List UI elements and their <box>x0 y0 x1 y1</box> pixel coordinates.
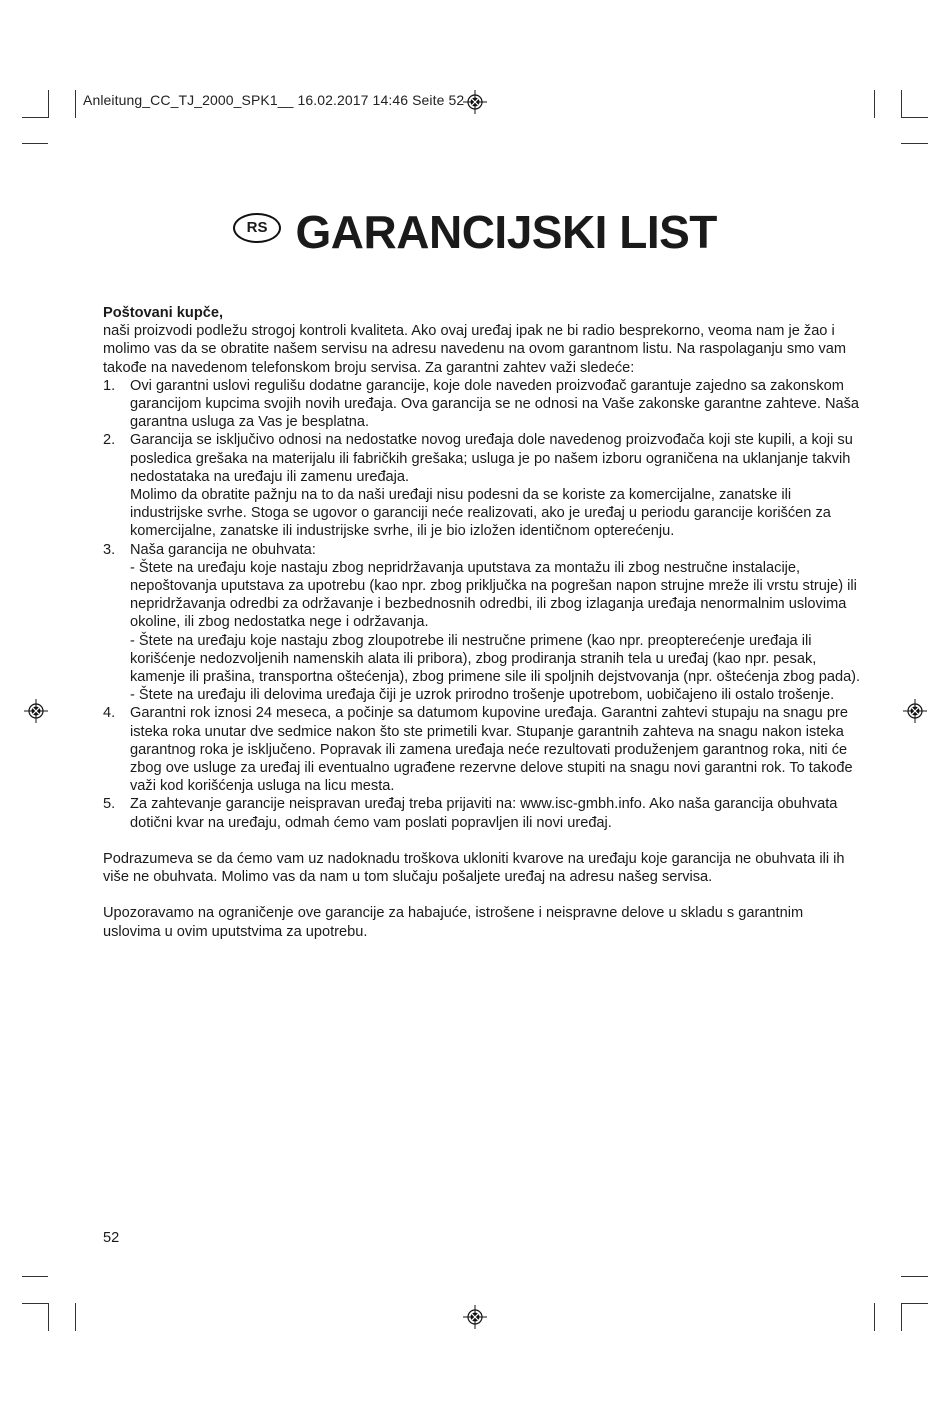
crop-mark <box>48 1303 49 1331</box>
country-badge: RS <box>233 213 281 243</box>
page-number: 52 <box>103 1230 120 1246</box>
crop-mark <box>874 1303 875 1331</box>
list-text-extra: Molimo da obratite pažnju na to da naši uređaji nisu podesni da se koriste za komercijalne, zanatske ili industrijske svrhe. Stoga se ugovor o garanciji neće realizovati, ako je uređaj u periodu garancije korišćen za komercijalne, zanatske ili industrijske svrhe, ili je bio izložen identičnom opterećenju. <box>130 487 831 540</box>
list-text: Garantni rok iznosi 24 meseca, a počinje sa datumom kupovine uređaja. Garantni zahtevi stupaju na snagu pre isteka roka unutar dve sedmice nakon što ste primetili kvar. Stupanje garantnih zahteva na snagu nakon isteka garantnog roka je isključeno. Popravak ili zamena uređaja neće rezultovati produženjem garantnog roka, niti će zbog ove usluge za uređaj ili eventualno ugrađene rezervne delove stupiti na snagu novi garantni rok. To takođe važi kod korišćenja usluga na licu mesta. <box>130 705 853 795</box>
crop-mark <box>75 1303 76 1331</box>
crop-mark <box>901 1276 928 1277</box>
crop-mark <box>901 1303 902 1331</box>
list-item <box>103 431 863 540</box>
print-slug: Anleitung_CC_TJ_2000_SPK1__ 16.02.2017 14:46 Seite 52 <box>83 92 465 108</box>
exclusion-item: - Štete na uređaju koje nastaju zbog nepridržavanja uputstava za montažu ili zbog nestručne instalacije, nepoštovanja uputstava za upotrebu (kao npr. zbog priključka na pogrešan napon strujne mreže ili vrstu struje) ili nepridržavanja odredbi za održavanje i bezbednosnih odredbi, ili zbog izlaganja uređaja nenormalnim uslovima okoline, ili zbog nedostatka nege i održavanja. <box>130 559 857 631</box>
crop-mark <box>901 117 928 118</box>
crop-mark <box>22 1303 48 1304</box>
registration-mark-icon <box>463 90 487 114</box>
list-item <box>103 795 863 831</box>
intro-paragraph: naši proizvodi podležu strogoj kontroli kvaliteta. Ako ovaj uređaj ipak ne bi radio besprekorno, veoma nam je žao i molimo vas da se obratite našem servisu na adresu navedenu na ovom garantnom listu. Na raspolaganju smo vam takođe na navedenom telefonskom broju servisa. Za garantni zahtev važi sledeće: <box>103 323 847 376</box>
list-number: 4. <box>103 705 116 722</box>
list-item <box>103 377 863 432</box>
greeting: Poštovani kupče, <box>103 305 224 321</box>
registration-mark-icon <box>903 699 927 723</box>
wear-parts-paragraph: Upozoravamo na ograničenje ove garancije za habajuće, istrošene i neispravne delove u skladu s garantnim uslovima u ovim uputstvima za upotrebu. <box>103 905 804 940</box>
registration-mark-icon <box>463 1305 487 1329</box>
exclusion-item: - Štete na uređaju ili delovima uređaja čiji je uzrok prirodno trošenje upotrebom, uobičajeno ili ostalo trošenje. <box>130 687 835 704</box>
warranty-text <box>103 304 863 941</box>
title-block <box>0 205 950 259</box>
terms-list <box>103 377 863 832</box>
crop-mark <box>48 90 49 118</box>
list-item <box>103 541 863 705</box>
list-text: Ovi garantni uslovi regulišu dodatne garancije, koje dole naveden proizvođač garantuje zajedno sa zakonskom garancijom kupcima svojih novih uređaja. Ova garancija se ne odnosi na Vaše zakonske garantne zahteve. Naša garantna usluga za Vas je besplatna. <box>130 377 860 431</box>
crop-mark <box>75 90 76 118</box>
crop-mark <box>901 1303 928 1304</box>
exclusion-item: - Štete na uređaju koje nastaju zbog zloupotrebe ili nestručne primene (kao npr. preopterećenje uređaja ili korišćenje nedozvoljenih namenskih alata ili pribora), zbog prodiranja stranih tela u uređaj (kao npr. pesak, kamenje ili prašina, transportna oštećenja), zbog primene sile ili spoljnih dejstvovanja (npr. oštećenja zbog pada). <box>130 632 861 686</box>
page-title: GARANCIJSKI LIST <box>295 206 717 258</box>
list-number: 1. <box>103 377 116 394</box>
crop-mark <box>901 90 902 118</box>
crop-mark <box>874 90 875 118</box>
crop-mark <box>22 143 48 144</box>
list-number: 3. <box>103 541 116 558</box>
list-text: Garancija se isključivo odnosi na nedostatke novog uređaja dole navedenog proizvođača koji ste kupili, a koji su posledica grešaka na materijalu ili fabričkih grešaka; usluga je po našem izboru ograničena na uklanjanje takvih nedostataka na uređaju ili zamenu uređaja. <box>130 432 853 485</box>
registration-mark-icon <box>24 699 48 723</box>
list-item <box>103 704 863 795</box>
crop-mark <box>901 143 928 144</box>
costs-paragraph: Podrazumeva se da ćemo vam uz nadoknadu troškova ukloniti kvarove na uređaju koje garancija ne obuhvata ili ih više ne obuhvata. Molimo vas da nam u tom slučaju pošaljete uređaj na adresu našeg servisa. <box>103 850 845 886</box>
list-number: 5. <box>103 796 116 813</box>
list-text: Naša garancija ne obuhvata: <box>130 541 316 558</box>
crop-mark <box>22 117 48 118</box>
list-number: 2. <box>103 432 116 449</box>
crop-mark <box>22 1276 48 1277</box>
list-text: Za zahtevanje garancije neispravan uređaj treba prijaviti na: www.isc-gmbh.info. Ako naša garancija obuhvata dotični kvar na uređaju, odmah ćemo vam poslati popravljen ili novi uređaj. <box>130 796 838 831</box>
